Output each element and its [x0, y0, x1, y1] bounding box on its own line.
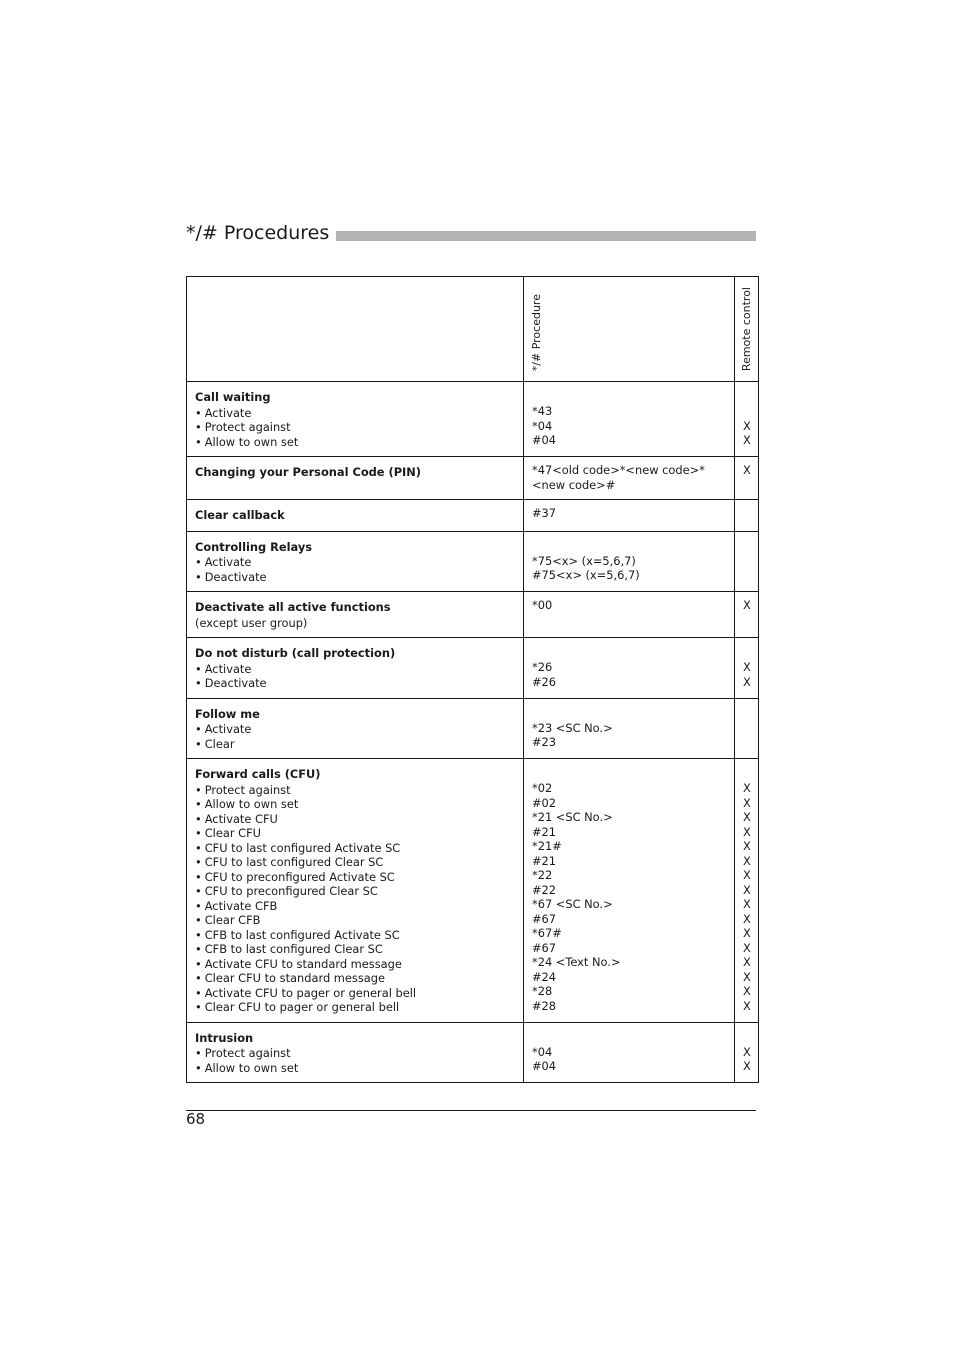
function-option: • CFU to last configured Activate SC [195, 841, 515, 856]
remote-control-mark: X [743, 1059, 751, 1073]
procedure-cell [524, 382, 735, 457]
procedure-cell [524, 531, 735, 592]
procedure-cell [524, 592, 735, 638]
function-option: • Clear CFU to standard message [195, 971, 515, 986]
table-row [187, 592, 759, 638]
remote-control-mark: X [743, 955, 751, 969]
function-option: • CFB to last configured Activate SC [195, 928, 515, 943]
function-name: Forward calls (CFU) [195, 767, 321, 781]
function-name: Do not disturb (call protection) [195, 646, 396, 660]
header-remote-cell [735, 277, 759, 382]
row-spacer [743, 765, 750, 781]
procedure-code: #67 [532, 940, 557, 955]
procedure-cell [524, 1022, 735, 1083]
remote-control-mark: X [743, 940, 751, 955]
remote-control-mark: X [743, 433, 751, 447]
function-note: (except user group) [195, 615, 308, 630]
function-option: • Allow to own set [195, 435, 515, 450]
function-cell [187, 382, 524, 457]
function-name: Intrusion [195, 1030, 254, 1045]
function-cell [187, 698, 524, 759]
function-option: • Deactivate [195, 676, 515, 691]
footer-rule [186, 1110, 756, 1111]
function-name: Clear callback [195, 508, 285, 522]
procedure-code: *75<x> (x=5,6,7) [532, 553, 636, 568]
page-number: 68 [186, 1110, 206, 1128]
remote-control-mark: X [743, 463, 751, 477]
remote-control-mark: X [743, 926, 751, 940]
function-option: • Clear CFU [195, 826, 515, 841]
procedure-code: *47<old code>*<new code>*<new code># [532, 463, 705, 492]
function-cell [187, 759, 524, 1023]
procedure-code: *04 [532, 418, 553, 433]
remote-control-mark: X [743, 781, 751, 795]
table-row [187, 698, 759, 759]
procedure-code: *02 [532, 781, 553, 795]
remote-control-cell [735, 698, 759, 759]
procedure-code: #22 [532, 882, 557, 897]
heading-rule [336, 231, 756, 241]
function-option: • Activate [195, 555, 515, 570]
table-body [187, 382, 759, 1083]
table-header-row [187, 277, 759, 382]
row-spacer [532, 765, 726, 781]
row-spacer [532, 1029, 726, 1045]
procedure-cell [524, 457, 735, 500]
remote-control-cell [735, 382, 759, 457]
row-spacer [743, 644, 750, 660]
procedure-code: *21# [532, 839, 562, 853]
remote-control-mark: X [743, 674, 751, 689]
row-spacer [743, 388, 750, 404]
function-name: Controlling Relays [195, 539, 313, 554]
function-option: • Activate CFU [195, 812, 515, 827]
function-option: • Activate CFB [195, 899, 515, 914]
function-name: Changing your Personal Code (PIN) [195, 465, 422, 479]
page-title: */# Procedures [186, 222, 330, 244]
remote-control-mark: X [743, 911, 751, 926]
row-spacer [743, 705, 750, 721]
remote-control-mark: X [743, 853, 751, 868]
procedure-code: #02 [532, 795, 557, 810]
remote-control-mark: X [743, 839, 751, 853]
column-header-procedure: */# Procedure [530, 293, 543, 371]
procedure-code: #21 [532, 853, 557, 868]
header-procedure-cell [524, 277, 735, 382]
function-option: • Protect against [195, 1046, 515, 1061]
procedure-code: *22 [532, 868, 553, 882]
remote-control-mark: X [743, 897, 751, 911]
remote-control-cell [735, 592, 759, 638]
remote-control-mark: X [743, 984, 751, 998]
procedure-code: *67 <SC No.> [532, 897, 613, 911]
function-name: Deactivate all active functions [195, 600, 391, 614]
remote-control-cell [735, 531, 759, 592]
function-name: Follow me [195, 706, 260, 721]
table-row [187, 638, 759, 699]
row-spacer [743, 538, 750, 554]
function-cell [187, 500, 524, 532]
remote-control-mark: X [743, 1044, 751, 1059]
procedure-code: *67# [532, 926, 562, 940]
procedure-code: *23 <SC No.> [532, 720, 613, 735]
procedure-code: #37 [532, 506, 557, 520]
procedure-code: *21 <SC No.> [532, 810, 613, 824]
function-cell [187, 457, 524, 500]
remote-control-mark: X [743, 882, 751, 897]
procedure-code: #04 [532, 433, 557, 447]
procedure-code: *26 [532, 660, 553, 674]
remote-control-mark: X [743, 998, 751, 1013]
function-cell [187, 531, 524, 592]
remote-control-mark: X [743, 969, 751, 984]
function-option: • Deactivate [195, 570, 515, 585]
procedure-code: *28 [532, 984, 553, 998]
remote-control-mark: X [743, 660, 751, 674]
procedure-code: #23 [532, 735, 557, 749]
procedure-cell [524, 698, 735, 759]
function-option: • Clear CFU to pager or general bell [195, 1000, 515, 1015]
header-function-cell [187, 277, 524, 382]
remote-control-mark: X [743, 824, 751, 839]
row-spacer [532, 705, 726, 721]
procedure-code: #21 [532, 824, 557, 839]
procedure-cell [524, 759, 735, 1023]
remote-control-cell [735, 638, 759, 699]
procedure-cell [524, 500, 735, 532]
function-option: • Clear CFB [195, 913, 515, 928]
procedure-code: #75<x> (x=5,6,7) [532, 568, 640, 582]
procedure-code: *43 [532, 404, 553, 418]
table-row [187, 531, 759, 592]
table-row [187, 382, 759, 457]
function-cell [187, 638, 524, 699]
table-row [187, 1022, 759, 1083]
row-spacer [743, 1029, 750, 1045]
function-option: • Clear [195, 737, 515, 752]
remote-control-mark: X [743, 810, 751, 824]
remote-control-mark: X [743, 598, 751, 612]
table-row [187, 457, 759, 500]
remote-control-mark: X [743, 418, 751, 433]
function-option: • Activate CFU to pager or general bell [195, 986, 515, 1001]
function-option: • CFU to preconfigured Clear SC [195, 884, 515, 899]
column-header-remote-control: Remote control [740, 286, 753, 371]
procedure-code: #26 [532, 674, 557, 689]
remote-control-mark: X [743, 795, 751, 810]
remote-control-cell [735, 500, 759, 532]
procedures-table [186, 276, 759, 1083]
remote-control-cell [735, 1022, 759, 1083]
function-option: • Activate [195, 722, 515, 737]
procedure-code: #28 [532, 998, 557, 1013]
row-spacer [532, 644, 726, 660]
function-option: • Protect against [195, 783, 515, 798]
function-option: • Allow to own set [195, 797, 515, 812]
function-option: • Protect against [195, 420, 515, 435]
remote-control-cell [735, 457, 759, 500]
function-option: • Activate CFU to standard message [195, 957, 515, 972]
function-cell [187, 1022, 524, 1083]
procedure-code: *24 <Text No.> [532, 955, 621, 969]
function-option: • Activate [195, 406, 515, 421]
procedure-cell [524, 638, 735, 699]
function-option: • CFB to last configured Clear SC [195, 942, 515, 957]
procedure-code: *04 [532, 1044, 553, 1059]
procedure-code: #04 [532, 1059, 557, 1073]
procedure-code: #67 [532, 911, 557, 926]
function-option: • CFU to preconfigured Activate SC [195, 870, 515, 885]
table-row [187, 759, 759, 1023]
table-row [187, 500, 759, 532]
function-cell [187, 592, 524, 638]
function-option: • Activate [195, 662, 515, 677]
remote-control-cell [735, 759, 759, 1023]
procedure-code: #24 [532, 969, 557, 984]
function-name: Call waiting [195, 390, 271, 404]
function-option: • Allow to own set [195, 1061, 515, 1076]
function-option: • CFU to last configured Clear SC [195, 855, 515, 870]
row-spacer [532, 538, 726, 554]
remote-control-mark: X [743, 868, 751, 882]
row-spacer [532, 388, 726, 404]
procedure-code: *00 [532, 598, 553, 612]
page-heading [186, 218, 756, 248]
